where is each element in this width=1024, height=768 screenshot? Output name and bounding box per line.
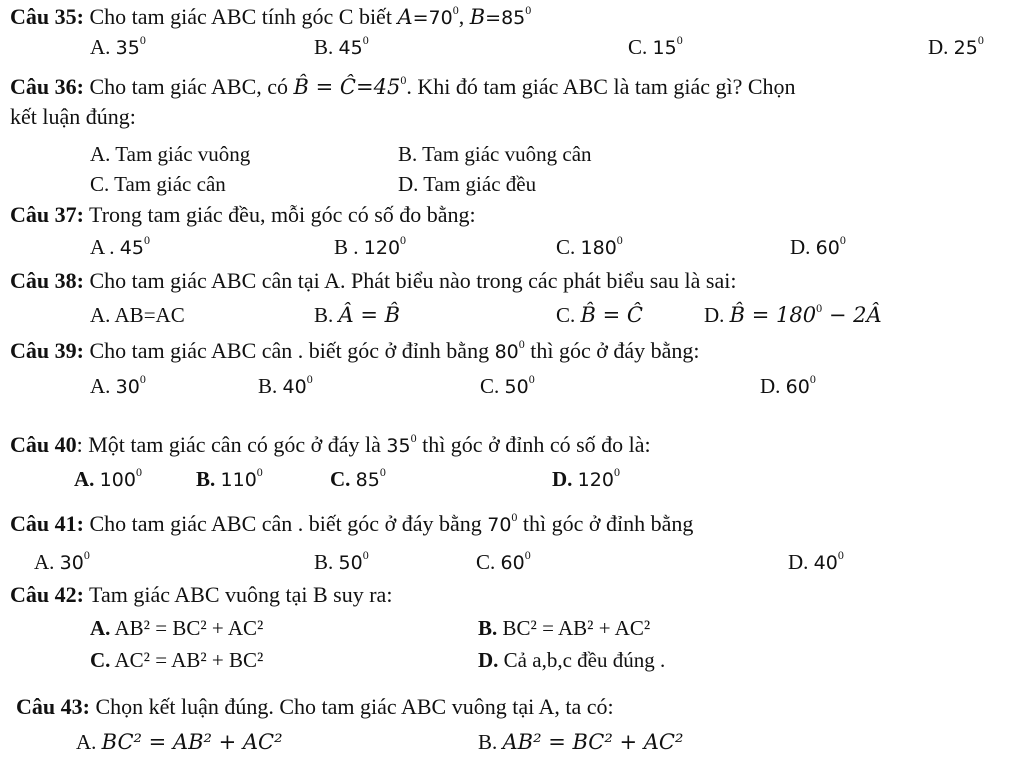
option-a[interactable]: A. BC² = AB² + AC²: [76, 730, 283, 754]
question-label: Câu 40: [10, 432, 77, 457]
option-c[interactable]: C. $85^0$: [330, 465, 386, 491]
option-a[interactable]: A. $35^0$: [90, 33, 146, 59]
question-36-cont: kết luận đúng:: [10, 104, 136, 129]
option-a[interactable]: A. $30^0$: [90, 372, 146, 398]
degree: 0: [525, 2, 532, 17]
option-a[interactable]: A . $45^0$: [90, 233, 150, 259]
given-value: 70: [487, 514, 512, 536]
option-c[interactable]: C. AC² = AB² + BC²: [90, 648, 264, 672]
option-d[interactable]: D. B̂ = $180^0$ − 2Â: [704, 301, 882, 327]
question-text: Cho tam giác ABC cân . biết góc ở đáy bằng: [83, 511, 488, 536]
question-label: Câu 37:: [10, 202, 84, 227]
option-b[interactable]: B. AB² = BC² + AC²: [478, 730, 684, 754]
option-c[interactable]: C. $15^0$: [628, 33, 683, 59]
question-text: Trong tam giác đều, mỗi góc có số đo bằng:: [83, 202, 476, 227]
option-c[interactable]: C. $180^0$: [556, 233, 623, 259]
question-label: Câu 43:: [16, 694, 90, 719]
question-text: Cho tam giác ABC cân tại A. Phát biểu nào trong các phát biểu sau là sai:: [83, 268, 737, 293]
option-d[interactable]: D. Tam giác đều: [398, 172, 537, 196]
question-text: Cho tam giác ABC, có: [83, 74, 294, 99]
question-label: Câu 42:: [10, 582, 84, 607]
question-41: Câu 41: Cho tam giác ABC cân . biết góc ở đáy bằng $70^0$ thì góc ở đỉnh bằng: [10, 509, 694, 536]
option-a[interactable]: A. $30^0$: [34, 548, 90, 574]
given-value: 80: [494, 341, 519, 363]
option-c[interactable]: C. $50^0$: [480, 372, 535, 398]
option-d[interactable]: D. Cả a,b,c đều đúng .: [478, 648, 666, 672]
question-37: [10, 202, 476, 228]
option-c[interactable]: C. B̂ = Ĉ: [556, 303, 643, 327]
degree: 0: [452, 2, 459, 17]
question-text: thì góc ở đỉnh có số đo là:: [416, 432, 651, 457]
option-b[interactable]: B. Tam giác vuông cân: [398, 142, 592, 166]
given-angle-2: B: [469, 5, 486, 29]
question-label: Câu 41:: [10, 511, 84, 536]
question-text: Tam giác ABC vuông tại B suy ra:: [83, 582, 393, 607]
question-38: [10, 268, 736, 294]
given-value-1: =70: [412, 7, 453, 29]
option-a[interactable]: A. $100^0$: [74, 465, 142, 491]
given-value: 35: [386, 435, 411, 457]
question-text: Chọn kết luận đúng. Cho tam giác ABC vuông tại A, ta có:: [89, 694, 614, 719]
option-d[interactable]: D. $60^0$: [760, 372, 816, 398]
option-d[interactable]: D. $25^0$: [928, 33, 984, 59]
question-39: Câu 39: Cho tam giác ABC cân . biết góc ở đỉnh bằng $80^0$ thì góc ở đáy bằng:: [10, 336, 700, 363]
option-a[interactable]: A. Tam giác vuông: [90, 142, 251, 166]
option-b[interactable]: B. $110^0$: [196, 465, 263, 491]
question-40: Câu 40: Một tam giác cân có góc ở đáy là $35^0$ thì góc ở đỉnh có số đo là:: [10, 430, 651, 457]
question-label: Câu 38:: [10, 268, 84, 293]
option-a[interactable]: A. AB² = BC² + AC²: [90, 616, 264, 640]
question-text: thì góc ở đỉnh bằng: [517, 511, 694, 536]
option-b[interactable]: B. $40^0$: [258, 372, 313, 398]
option-b[interactable]: B. $45^0$: [314, 33, 369, 59]
option-c[interactable]: C. Tam giác cân: [90, 172, 226, 196]
option-c[interactable]: C. $60^0$: [476, 548, 531, 574]
question-text: Cho tam giác ABC tính góc C biết: [83, 4, 398, 29]
given-angle-1: A: [397, 5, 413, 29]
question-label: Câu 35:: [10, 4, 84, 29]
question-text: thì góc ở đáy bằng:: [524, 338, 700, 363]
option-d[interactable]: D. $120^0$: [552, 465, 620, 491]
question-text: . Khi đó tam giác ABC là tam giác gì? Chọn: [406, 74, 796, 99]
given-value-2: =85: [485, 7, 526, 29]
option-b[interactable]: B . $120^0$: [334, 233, 407, 259]
option-b[interactable]: B. Â = B̂: [314, 303, 401, 327]
question-label: Câu 39:: [10, 338, 84, 363]
question-text: Cho tam giác ABC cân . biết góc ở đỉnh bằng: [83, 338, 495, 363]
option-b[interactable]: B. BC² = AB² + AC²: [478, 616, 651, 640]
question-43: [16, 694, 614, 720]
option-b[interactable]: B. $50^0$: [314, 548, 369, 574]
question-42: [10, 582, 392, 608]
option-d[interactable]: D. $40^0$: [788, 548, 844, 574]
question-35: Câu 35: Cho tam giác ABC tính góc C biết $A=70^0$, $B=85^0$: [10, 2, 532, 29]
question-label: Câu 36:: [10, 74, 84, 99]
option-a[interactable]: A. AB=AC: [90, 303, 185, 327]
angle-equation: B̂ = Ĉ=45: [293, 75, 401, 99]
question-36: Câu 36: Cho tam giác ABC, có B̂ = $Ĉ=45^0$. Khi đó tam giác ABC là tam giác gì? Chọn: [10, 72, 796, 99]
option-d[interactable]: D. $60^0$: [790, 233, 846, 259]
question-text: : Một tam giác cân có góc ở đáy là: [76, 432, 387, 457]
